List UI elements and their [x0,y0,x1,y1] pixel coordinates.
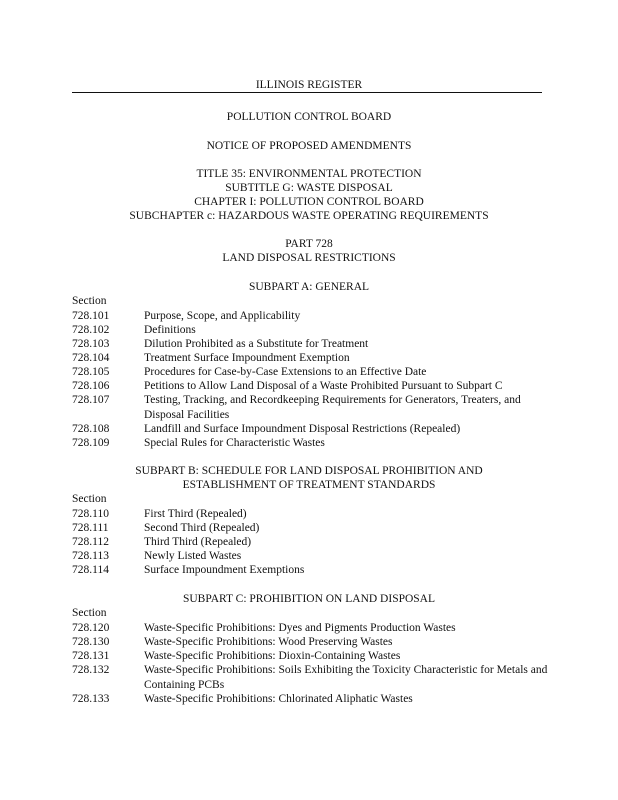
section-title: Definitions [144,324,196,336]
section-title: First Third (Repealed) [144,508,247,520]
section-number: 728.106 [72,380,110,392]
section-title: Third Third (Repealed) [144,536,252,548]
subpart-b-title-cont: ESTABLISHMENT OF TREATMENT STANDARDS [182,479,436,491]
section-title: Newly Listed Wastes [144,550,242,562]
section-label: Section [72,493,107,505]
section-title: Purpose, Scope, and Applicability [144,310,301,322]
section-title: Dilution Prohibited as a Substitute for Treatment [144,338,369,350]
section-title: Special Rules for Characteristic Wastes [144,437,325,449]
section-number: 728.120 [72,622,110,634]
title-line: TITLE 35: ENVIRONMENTAL PROTECTION [196,168,422,180]
section-title: Procedures for Case-by-Case Extensions to an Effective Date [144,366,427,378]
section-label: Section [72,607,107,619]
section-title: Waste-Specific Prohibitions: Soils Exhibiting the Toxicity Characteristic for Metals and Containing PCBs [144,664,548,691]
chapter-line: CHAPTER I: POLLUTION CONTROL BOARD [194,196,424,208]
section-number: 728.114 [72,564,109,576]
section-number: 728.103 [72,338,110,350]
header-rule [72,92,542,93]
section-number: 728.105 [72,366,110,378]
section-title: Surface Impoundment Exemptions [144,564,305,576]
subtitle-line: SUBTITLE G: WASTE DISPOSAL [225,182,393,194]
part-title: LAND DISPOSAL RESTRICTIONS [222,252,396,264]
section-number: 728.112 [72,536,109,548]
section-label: Section [72,295,107,307]
section-title: Second Third (Repealed) [144,522,260,534]
section-title: Waste-Specific Prohibitions: Chlorinated Aliphatic Wastes [144,693,413,705]
section-number: 728.102 [72,324,110,336]
section-number: 728.133 [72,693,110,705]
section-number: 728.132 [72,664,110,676]
section-title: Petitions to Allow Land Disposal of a Waste Prohibited Pursuant to Subpart C [144,380,503,392]
section-title: Landfill and Surface Impoundment Disposal Restrictions (Repealed) [144,423,461,435]
part-number: PART 728 [285,238,333,250]
section-number: 728.111 [72,522,109,534]
section-title: Testing, Tracking, and Recordkeeping Requirements for Generators, Treaters, and Disposal Facilities [144,394,521,421]
section-number: 728.104 [72,352,110,364]
board-name: POLLUTION CONTROL BOARD [226,111,392,123]
subpart-b-title: SUBPART B: SCHEDULE FOR LAND DISPOSAL PROHIBITION AND [135,465,483,477]
section-number: 728.113 [72,550,109,562]
subchapter-line: SUBCHAPTER c: HAZARDOUS WASTE OPERATING REQUIREMENTS [129,210,489,222]
section-number: 728.131 [72,650,110,662]
subpart-c-title: SUBPART C: PROHIBITION ON LAND DISPOSAL [182,593,436,605]
section-title: Treatment Surface Impoundment Exemption [144,352,350,364]
section-title: Waste-Specific Prohibitions: Dyes and Pigments Production Wastes [144,622,456,634]
section-number: 728.110 [72,508,109,520]
section-number: 728.107 [72,394,110,406]
subpart-a-title: SUBPART A: GENERAL [248,281,370,293]
section-number: 728.108 [72,423,110,435]
section-number: 728.130 [72,636,110,648]
section-number: 728.101 [72,310,110,322]
notice-title: NOTICE OF PROPOSED AMENDMENTS [206,140,412,152]
section-number: 728.109 [72,437,110,449]
register-header: ILLINOIS REGISTER [255,79,363,91]
section-title: Waste-Specific Prohibitions: Dioxin-Containing Wastes [144,650,401,662]
section-title: Waste-Specific Prohibitions: Wood Preserving Wastes [144,636,393,648]
